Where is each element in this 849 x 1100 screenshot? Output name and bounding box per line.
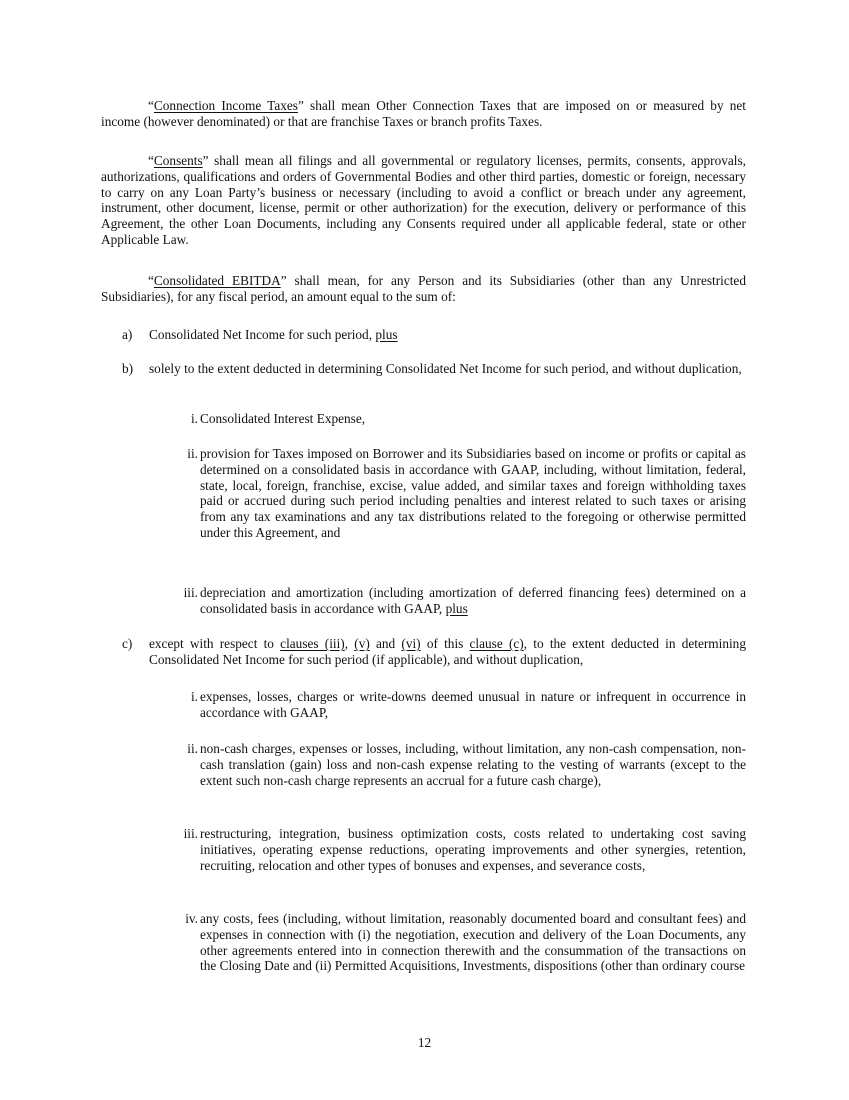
item-text: Consolidated Net Income for such period,	[149, 327, 376, 342]
item-text: , to the extent deducted in determining Consolidated Net Income for such period (if applicable), and without duplication,	[149, 636, 746, 667]
list-item-text: expenses, losses, charges or write-downs deemed unusual in nature or infrequent in occurrence in accordance with GAAP,	[200, 689, 746, 720]
list-marker: i.	[190, 689, 198, 704]
list-item-text: Consolidated Interest Expense,	[200, 411, 366, 426]
clause-reference: clauses (iii)	[280, 636, 345, 651]
clause-reference: (v)	[354, 636, 370, 651]
close-quote: ”	[297, 98, 304, 113]
list-item-a	[122, 327, 746, 343]
clause-reference: clause (c)	[469, 636, 524, 651]
list-marker: b)	[122, 361, 134, 376]
defined-term: Consolidated EBITDA	[153, 273, 281, 288]
defined-term: Consents	[153, 153, 203, 168]
list-item-text: restructuring, integration, business optimization costs, costs related to undertaking cost saving initiatives, operating expense reductions, operating improvements and other synergies, retention, recruiting, relocation and other types of bonuses and expenses, and severance costs,	[200, 826, 746, 873]
list-item-text: solely to the extent deducted in determining Consolidated Net Income for such period, and without duplication,	[149, 361, 742, 376]
definition-paragraph	[101, 153, 746, 248]
page-number: 12	[417, 1035, 432, 1050]
item-text: and	[369, 636, 402, 651]
definition-consents	[101, 153, 746, 248]
list-item-b	[122, 361, 746, 377]
list-item-c-iv	[185, 911, 746, 974]
clause-reference: (vi)	[401, 636, 421, 651]
list-item-c-i	[190, 689, 746, 721]
definition-consolidated-ebitda	[101, 273, 746, 305]
underlined-plus: plus	[375, 327, 398, 342]
list-item-text	[200, 585, 746, 617]
definition-text: shall mean all filings and all governmental or regulatory licenses, permits, consents, approvals, authorizations, qualifications and orders of Governmental Bodies and other third parties, domestic or foreign, necessary to carry on any Loan Party’s business or necessary (including to avoid a conflict or breach under any agreement, instrument, other document, license, permit or other authorization) for the execution, delivery or performance of this Agreement, the other Loan Documents, including any Consents required under all applicable federal, state or other Applicable Law.	[101, 153, 746, 247]
list-item-text: any costs, fees (including, without limitation, reasonably documented board and consultant fees) and expenses in connection with (i) the negotiation, execution and delivery of the Loan Documents, any other agreements entered into in connection therewith and the consummation of the transactions on the Closing Date and (ii) Permitted Acquisitions, Investments, dispositions (other than ordinary course	[200, 911, 746, 974]
close-quote: ”	[202, 153, 209, 168]
open-quote: “	[148, 153, 154, 168]
list-marker: iii.	[183, 826, 198, 841]
close-quote: ”	[280, 273, 287, 288]
underlined-plus: plus	[445, 600, 468, 616]
definition-paragraph	[101, 273, 746, 305]
list-marker: iii.	[183, 585, 198, 600]
definition-connection-income-taxes	[101, 98, 746, 130]
list-item-c-iii	[183, 826, 746, 873]
item-text: except with respect to	[149, 636, 281, 651]
list-item-c-ii	[187, 741, 746, 788]
list-item-c	[122, 636, 746, 668]
list-item-b-iii	[183, 585, 746, 617]
definition-text: shall mean Other Connection Taxes that are imposed on or measured by net income (however denominated) or that are franchise Taxes or branch profits Taxes.	[101, 98, 746, 129]
list-marker: ii.	[187, 446, 198, 461]
list-item-b-ii	[187, 446, 746, 541]
open-quote: “	[148, 98, 154, 113]
definition-text: shall mean, for any Person and its Subsidiaries (other than any Unrestricted Subsidiaries), for any fiscal period, an amount equal to the sum of:	[101, 273, 746, 304]
list-marker: a)	[122, 327, 133, 342]
item-text: ,	[344, 636, 355, 651]
list-item-text: non-cash charges, expenses or losses, including, without limitation, any non-cash compensation, non-cash translation (gain) loss and non-cash expense relating to the vesting of warrants (except to the extent such non-cash charge represents an accrual for a future cash charge),	[200, 741, 746, 788]
item-text: of this	[420, 636, 470, 651]
list-marker: iv.	[185, 911, 198, 926]
list-item-b-i	[190, 411, 746, 427]
defined-term: Connection Income Taxes	[153, 98, 298, 113]
item-text: depreciation and amortization (including amortization of deferred financing fees) determined on a consolidated basis in accordance with GAAP,	[200, 585, 746, 616]
list-marker: ii.	[187, 741, 198, 756]
list-marker: i.	[190, 411, 198, 426]
open-quote: “	[148, 273, 154, 288]
list-marker: c)	[122, 636, 133, 651]
list-item-text	[149, 327, 746, 343]
list-item-text	[149, 636, 746, 668]
list-item-text: provision for Taxes imposed on Borrower and its Subsidiaries based on income or profits or capital as determined on a consolidated basis in accordance with GAAP, including, without limitation, federal, state, local, foreign, franchise, excise, value added, and similar taxes and foreign withholding taxes paid or accrued during such period including penalties and interest related to such taxes or arising from any tax examinations and any tax distributions related to the foregoing or otherwise permitted under this Agreement, and	[200, 446, 746, 540]
definition-paragraph	[101, 98, 746, 130]
